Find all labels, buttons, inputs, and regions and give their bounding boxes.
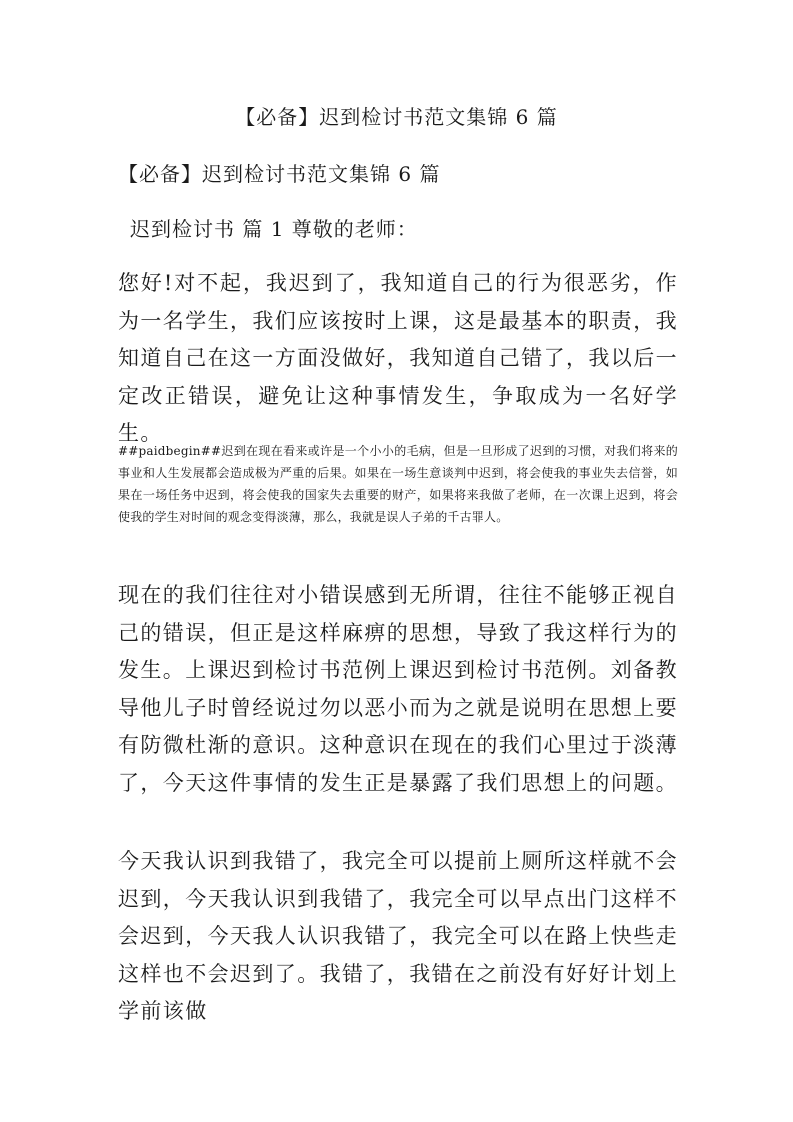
document-subtitle: 【必备】迟到检讨书范文集锦 6 篇 — [118, 162, 441, 186]
paragraph-reflection: 现在的我们往往对小错误感到无所谓，往往不能够正视自己的错误，但正是这样麻痹的思想，导致了我这样行为的发生。上课迟到检讨书范例上课迟到检讨书范例。刘备教导他儿子时曾经说过勿以恶小而为之就是说明在思想上要有防微杜渐的意识。这种意识在现在的我们心里过于淡薄了，今天这件事情的发生正是暴露了我们思想上的问题。 — [118, 583, 678, 795]
paragraph-consequences: ##paidbegin##迟到在现在看来或许是一个小小的毛病，但是一旦形成了迟到的习惯，对我们将来的事业和人生发展都会造成极为严重的后果。如果在一场生意谈判中迟到，将会使我的事业失去信誉，如果在一场任务中迟到，将会使我的国家失去重要的财产，如果将来我做了老师，在一次课上迟到，将会使我的学生对时间的观念变得淡薄，那么，我就是误人子弟的千古罪人。 — [118, 444, 678, 524]
document-title: 【必备】迟到检讨书范文集锦 6 篇 — [235, 105, 558, 129]
section-heading: 迟到检讨书 篇 1 尊敬的老师： — [130, 217, 418, 241]
paragraph-recognition: 今天我认识到我错了，我完全可以提前上厕所这样就不会迟到，今天我认识到我错了，我完全可以早点出门这样不会迟到，今天我人认识我错了，我完全可以在路上快些走这样也不会迟到了。我错了，我错在之前没有好好计划上学前该做 — [118, 849, 678, 1023]
paragraph-apology: 您好!对不起，我迟到了，我知道自己的行为很恶劣，作为一名学生，我们应该按时上课，这是最基本的职责，我知道自己在这一方面没做好，我知道自己错了，我以后一定改正错误，避免让这种事情发生，争取成为一名好学生。 — [118, 271, 678, 445]
